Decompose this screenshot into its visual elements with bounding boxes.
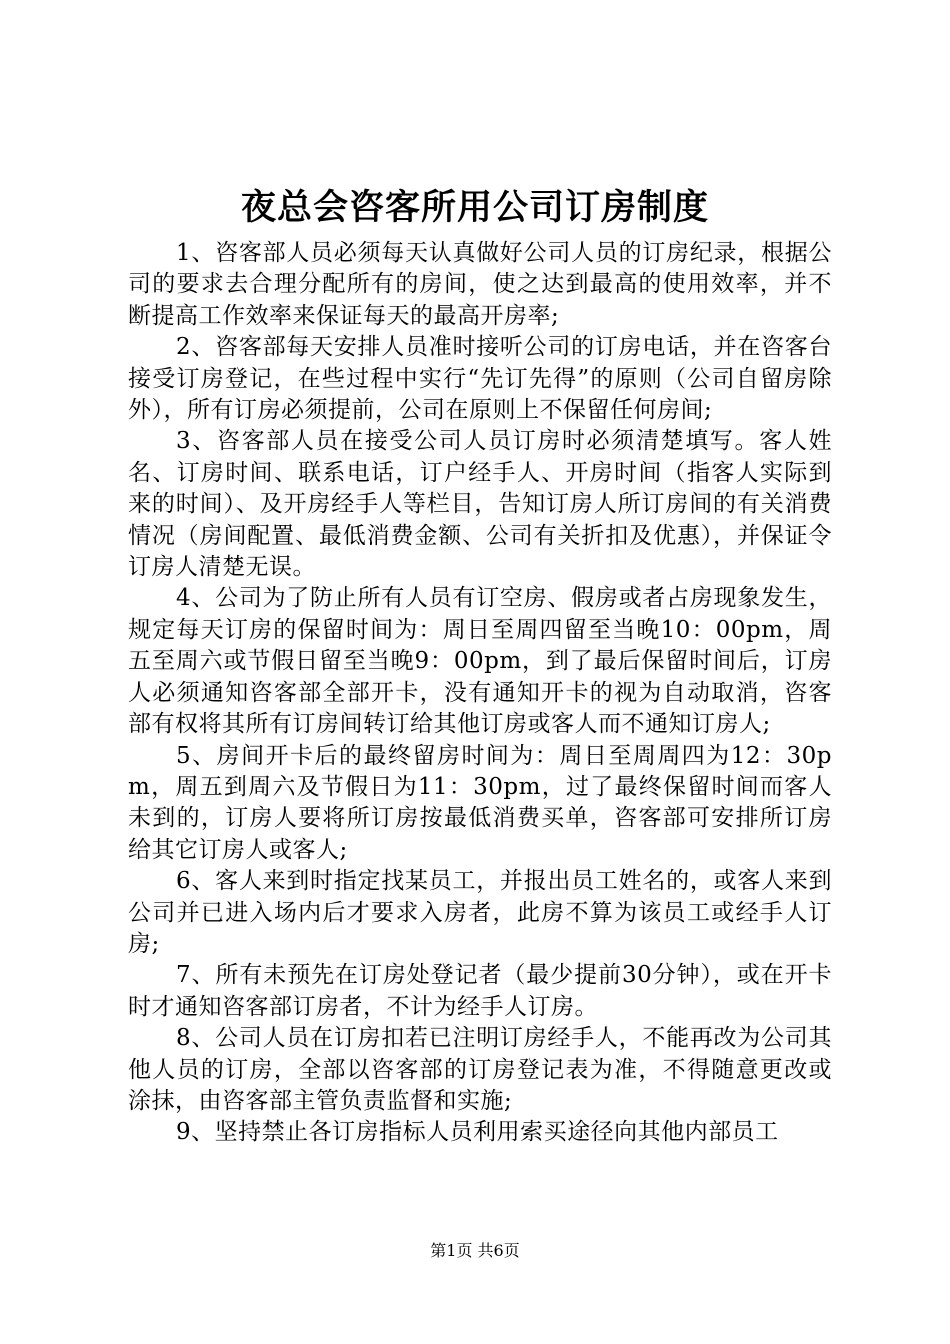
document-title: 夜总会咨客所用公司订房制度: [240, 188, 709, 228]
page-number-footer: 第1页 共6页: [430, 1241, 520, 1260]
rule-paragraph-9: 9、坚持禁止各订房指标人员利用索买途径向其他内部员工: [176, 1119, 779, 1146]
rule-paragraph-6: 6、客人来到时指定找某员工，并报出员工姓名的，或客人来到公司并已进入场内后才要求入房者，此房不算为该员工或经手人订房;: [128, 868, 832, 957]
rule-paragraph-2: 2、咨客部每天安排人员准时接听公司的订房电话，并在咨客台接受订房登记，在些过程中实行“先订先得”的原则（公司自留房除外），所有订房必须提前，公司在原则上不保留任何房间;: [128, 334, 832, 424]
document-body: [128, 238, 832, 1149]
rule-paragraph-8: 8、公司人员在订房扣若已注明订房经手人，不能再改为公司其他人员的订房，全部以咨客部的订房登记表为准，不得随意更改或涂抹，由咨客部主管负责监督和实施;: [128, 1025, 832, 1114]
rule-paragraph-1: 1、咨客部人员必须每天认真做好公司人员的订房纪录，根据公司的要求去合理分配所有的房间，使之达到最高的使用效率，并不断提高工作效率来保证每天的最高开房率;: [128, 240, 832, 329]
rule-paragraph-3: 3、咨客部人员在接受公司人员订房时必须清楚填写。客人姓名、订房时间、联系电话，订户经手人、开房时间（指客人实际到来的时间）、及开房经手人等栏目，告知订房人所订房间的有关消费情况（房间配置、最低消费金额、公司有关折扣及优惠），并保证令订房人清楚无误。: [128, 428, 832, 581]
rule-paragraph-7: 7、所有未预先在订房处登记者（最少提前30分钟），或在开卡时才通知咨客部订房者，不计为经手人订房。: [128, 962, 832, 1020]
rule-paragraph-5: 5、房间开卡后的最终留房时间为：周日至周周四为12：30pm，周五到周六及节假日为11：30pm，过了最终保留时间而客人未到的，订房人要将所订房按最低消费买单，咨客部可安排所订房给其它订房人或客人;: [128, 742, 832, 863]
rule-paragraph-4: 4、公司为了防止所有人员有订空房、假房或者占房现象发生，规定每天订房的保留时间为：周日至周四留至当晚10：00pm，周五至周六或节假日留至当晚9：00pm，到了最后保留时间后，订房人必须通知咨客部全部开卡，没有通知开卡的视为自动取消，咨客部有权将其所有订房间转订给其他订房或客人而不通知订房人;: [128, 585, 832, 738]
